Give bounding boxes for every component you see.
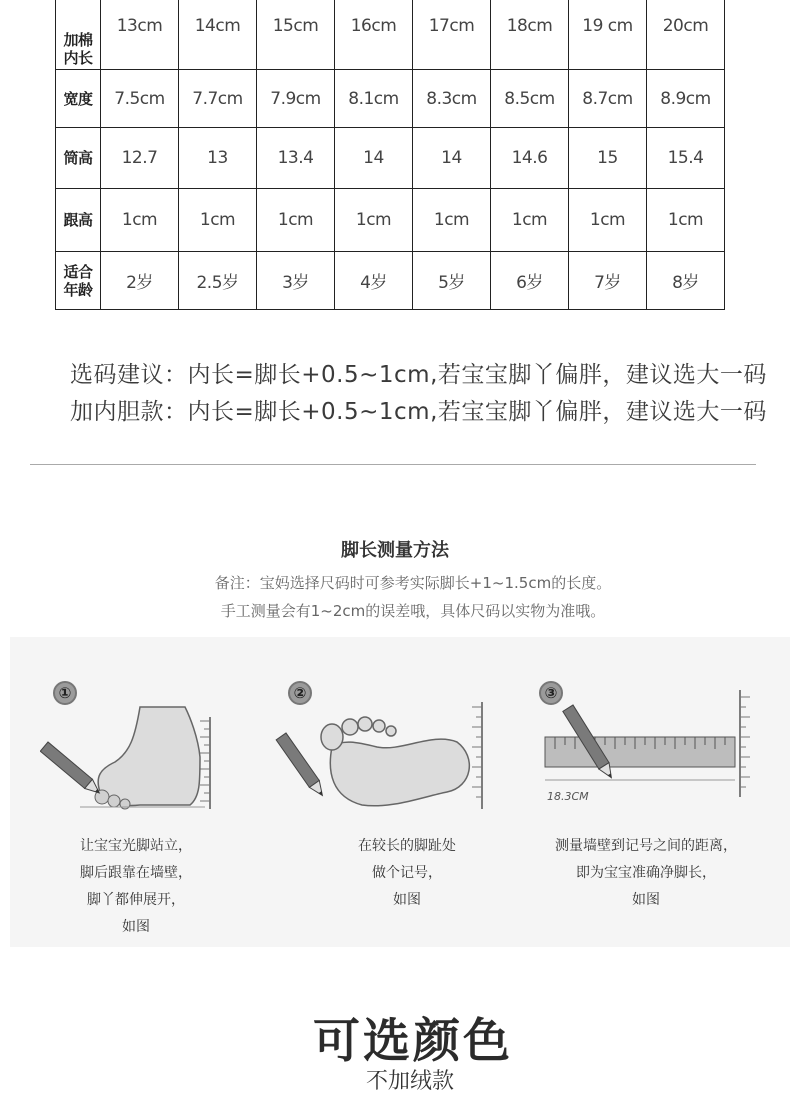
table-cell: 8.5cm — [491, 70, 569, 128]
table-cell: 15.4 — [647, 128, 725, 189]
step-instruction-line: 即为宝宝准确净脚长， — [576, 865, 716, 881]
colors-section-subtitle: 不加绒款 — [365, 1069, 454, 1094]
table-cell: 8岁 — [647, 252, 725, 310]
step-instruction — [16, 833, 256, 941]
table-cell: 15 — [569, 128, 647, 189]
table-cell: 12.7 — [101, 128, 179, 189]
step-number-badge: ② — [288, 681, 312, 705]
row-header — [56, 0, 101, 70]
foot-against-wall-illustration — [40, 697, 230, 827]
table-cell: 17cm — [413, 0, 491, 70]
table-cell: 15cm — [257, 0, 335, 70]
table-cell: 1cm — [491, 189, 569, 252]
table-cell: 1cm — [101, 189, 179, 252]
size-table — [55, 0, 725, 310]
table-cell: 1cm — [569, 189, 647, 252]
table-cell: 8.9cm — [647, 70, 725, 128]
step-instruction-line: 如图 — [632, 892, 660, 908]
row-header — [56, 252, 101, 310]
ruler-reading-label: 18.3CM — [547, 790, 589, 803]
row-header-line: 加棉 — [63, 31, 93, 49]
step-instruction-line: 让宝宝光脚站立， — [80, 838, 192, 854]
table-cell: 7.9cm — [257, 70, 335, 128]
table-row — [56, 128, 725, 189]
table-row — [56, 70, 725, 128]
table-cell: 8.1cm — [335, 70, 413, 128]
step-instruction-line: 在较长的脚趾处 — [358, 838, 456, 854]
table-cell: 7.7cm — [179, 70, 257, 128]
measure-title: 脚长测量方法 — [341, 540, 449, 561]
row-header-line: 年龄 — [63, 280, 93, 299]
step-instruction-line: 脚后跟靠在墙壁， — [80, 865, 192, 881]
row-header: 宽度 — [56, 70, 101, 128]
row-header-line: 适合 — [63, 262, 93, 281]
table-cell: 13cm — [101, 0, 179, 70]
step-instruction — [287, 833, 527, 914]
table-cell: 6岁 — [491, 252, 569, 310]
section-divider — [30, 464, 756, 465]
table-cell: 1cm — [335, 189, 413, 252]
table-cell: 19 cm — [569, 0, 647, 70]
table-cell: 7岁 — [569, 252, 647, 310]
step-instruction-line: 测量墙壁到记号之间的距离， — [555, 838, 737, 854]
measure-note: 手工测量会有1~2cm的误差哦，具体尺码以实物为准哦。 — [220, 602, 606, 620]
step-instruction — [526, 833, 766, 914]
table-cell: 14 — [335, 128, 413, 189]
table-cell: 4岁 — [335, 252, 413, 310]
table-cell: 14cm — [179, 0, 257, 70]
size-advice-line: 选码建议：内长=脚长+0.5~1cm,若宝宝脚丫偏胖，建议选大一码 — [70, 362, 767, 388]
table-cell: 8.3cm — [413, 70, 491, 128]
ruler-measurement-illustration — [535, 685, 760, 815]
table-row — [56, 252, 725, 310]
table-cell: 13.4 — [257, 128, 335, 189]
colors-section-title: 可选颜色 — [313, 1014, 513, 1069]
table-cell: 16cm — [335, 0, 413, 70]
table-cell: 2.5岁 — [179, 252, 257, 310]
row-header-line: 内长 — [63, 49, 93, 67]
table-cell: 18cm — [491, 0, 569, 70]
table-cell: 3岁 — [257, 252, 335, 310]
table-cell: 1cm — [647, 189, 725, 252]
table-cell: 1cm — [179, 189, 257, 252]
step-instruction-line: 脚丫都伸展开， — [87, 892, 185, 908]
footprint-mark-illustration — [272, 697, 502, 827]
table-cell: 7.5cm — [101, 70, 179, 128]
table-cell: 14.6 — [491, 128, 569, 189]
table-cell: 8.7cm — [569, 70, 647, 128]
table-row — [56, 189, 725, 252]
table-cell: 5岁 — [413, 252, 491, 310]
table-cell: 20cm — [647, 0, 725, 70]
table-cell: 14 — [413, 128, 491, 189]
table-cell: 13 — [179, 128, 257, 189]
table-row — [56, 0, 725, 70]
step-instruction-line: 如图 — [393, 892, 421, 908]
table-cell: 1cm — [257, 189, 335, 252]
step-instruction-line: 做个记号， — [372, 865, 442, 881]
step-instruction-line: 如图 — [122, 919, 150, 935]
measure-note: 备注：宝妈选择尺码时可参考实际脚长+1~1.5cm的长度。 — [214, 574, 612, 592]
step-number-badge: ③ — [539, 681, 563, 705]
measure-steps-panel — [10, 637, 790, 947]
table-cell: 2岁 — [101, 252, 179, 310]
table-cell: 1cm — [413, 189, 491, 252]
row-header: 筒高 — [56, 128, 101, 189]
step-number-badge: ① — [53, 681, 77, 705]
row-header: 跟高 — [56, 189, 101, 252]
lining-advice-line: 加内胆款：内长=脚长+0.5~1cm,若宝宝脚丫偏胖，建议选大一码 — [70, 399, 767, 425]
